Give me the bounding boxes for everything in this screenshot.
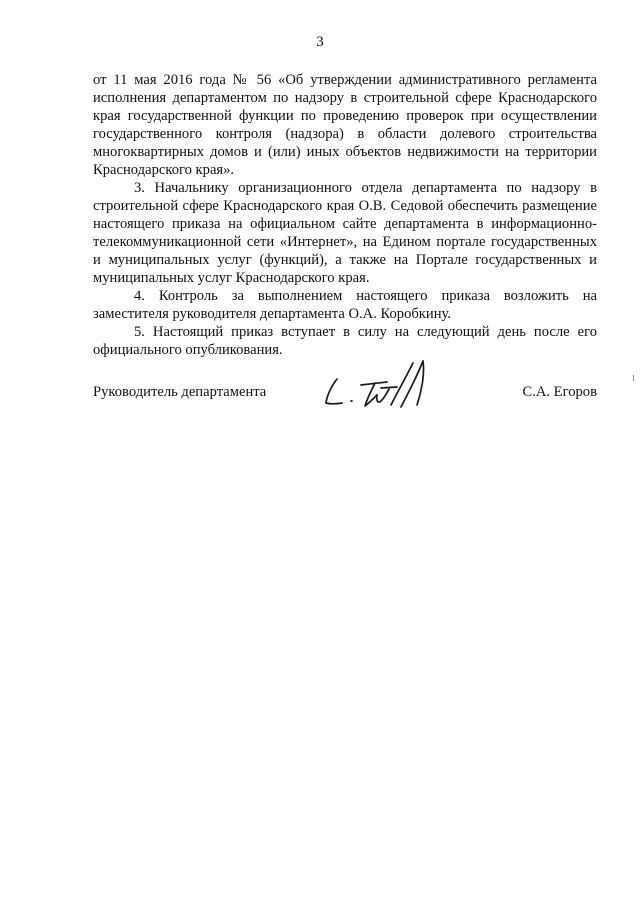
signature-block <box>93 355 597 415</box>
signer-name: С.А. Егоров <box>522 384 597 400</box>
paragraph-continuation: от 11 мая 2016 года № 56 «Об утверждении административного регламента исполнения департаментом по надзору в строительной сфере Краснодарского края государственной функции по проведению проверок при осуществлении государственного контроля (надзора) в области долевого строительства многоквартирных домов и (или) иных объектов недвижимости на территории Краснодарского края». <box>93 72 597 178</box>
paragraph-item-3: 3. Начальнику организационного отдела департамента по надзору в строительной сфере Краснодарского края О.В. Седовой обеспечить размещение настоящего приказа на официальном сайте департамента в информационно-телекоммуникационной сети «Интернет», на Едином портале государственных и муниципальных услуг (функций), а также на Портале государственных и муниципальных услуг Краснодарского края. <box>93 180 597 286</box>
document-body <box>93 71 597 359</box>
page-number: 3 <box>316 34 324 50</box>
paragraph-item-4: 4. Контроль за выполнением настоящего приказа возложить на заместителя руководителя департамента О.А. Коробкину. <box>93 288 597 322</box>
signer-title: Руководитель департамента <box>93 384 267 400</box>
scan-artifact <box>633 375 634 381</box>
handwritten-signature <box>321 355 441 413</box>
paragraph-item-5: 5. Настоящий приказ вступает в силу на следующий день после его официального опубликования. <box>93 324 597 358</box>
